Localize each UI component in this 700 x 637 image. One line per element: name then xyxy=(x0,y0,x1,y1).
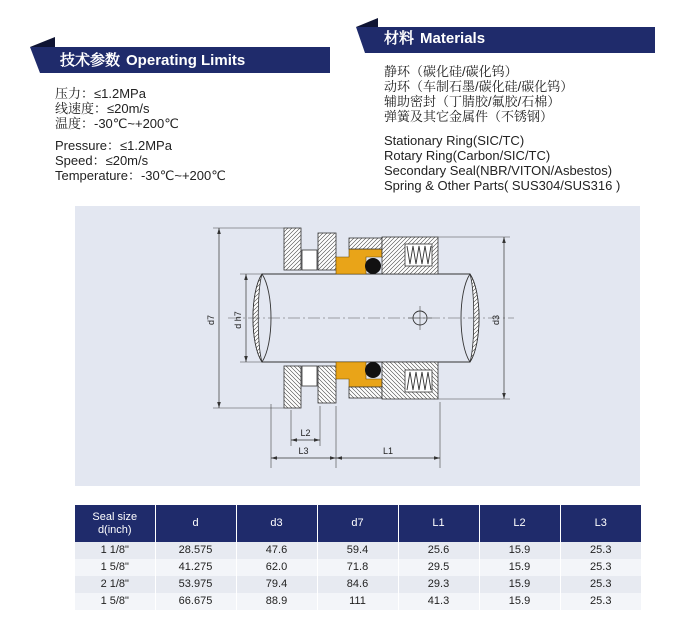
materials-header xyxy=(356,18,655,53)
operating-limits-cn xyxy=(55,86,179,131)
seal-size-header-line2: d(inch) xyxy=(97,523,132,536)
l1-label: L1 xyxy=(382,446,394,456)
table-cell-l1: 41.3 xyxy=(398,593,479,610)
header-fold xyxy=(30,37,55,47)
spring-parts-en: Spring & Other Parts( SUS304/SUS316 ) xyxy=(384,178,621,193)
table-cell-l2: 15.9 xyxy=(479,559,560,576)
col-header-l1: L1 xyxy=(398,505,479,542)
operating-limits-header xyxy=(30,37,330,73)
table-cell-d: 66.675 xyxy=(155,593,236,610)
gasket xyxy=(302,250,317,270)
d-h7-label: d h7 xyxy=(233,311,243,329)
materials-title xyxy=(384,29,485,49)
d3-label: d3 xyxy=(491,314,501,326)
table-cell-l2: 15.9 xyxy=(479,593,560,610)
col-header-l3: L3 xyxy=(560,505,641,542)
table-cell-d3: 62.0 xyxy=(236,559,317,576)
secondary-seal-en: Secondary Seal(NBR/VITON/Asbestos) xyxy=(384,163,613,178)
stationary-ring-cn: 静环（碳化硅/碳化钨） xyxy=(384,64,518,79)
col-header-d3: d3 xyxy=(236,505,317,542)
pressure-en: Pressure：≤1.2MPa xyxy=(55,138,172,153)
col-header-l2: L2 xyxy=(479,505,560,542)
table-row xyxy=(75,576,641,593)
stationary-seat xyxy=(318,233,336,270)
table-cell-d3: 88.9 xyxy=(236,593,317,610)
table-cell-seal-size: 1 5/8" xyxy=(75,559,155,576)
secondary-seal-cn: 辅助密封（丁腈胶/氟胶/石棉） xyxy=(384,94,561,109)
d7-label: d7 xyxy=(206,314,216,326)
table-cell-d: 28.575 xyxy=(155,542,236,559)
retainer-lip xyxy=(349,238,382,249)
table-row xyxy=(75,542,641,559)
table-cell-seal-size: 1 1/8" xyxy=(75,542,155,559)
operating-limits-title xyxy=(60,51,245,71)
materials-en xyxy=(384,133,620,193)
table-header-row xyxy=(75,505,641,542)
rotary-ring-en: Rotary Ring(Carbon/SIC/TC) xyxy=(384,148,551,163)
table-row xyxy=(75,559,641,576)
col-header-d: d xyxy=(155,505,236,542)
l3-label: L3 xyxy=(298,446,309,456)
table-cell-l3: 25.3 xyxy=(560,559,641,576)
table-cell-d: 41.275 xyxy=(155,559,236,576)
header-fold xyxy=(356,18,378,27)
col-header-seal-size xyxy=(75,505,155,542)
o-ring xyxy=(365,258,381,274)
table-cell-d3: 79.4 xyxy=(236,576,317,593)
table-cell-d7: 111 xyxy=(317,593,398,610)
l2-label: L2 xyxy=(300,428,311,438)
table-cell-l1: 29.5 xyxy=(398,559,479,576)
rotary-ring-cn: 动环（车制石墨/碳化硅/碳化钨） xyxy=(384,79,574,94)
stationary-ring-en: Stationary Ring(SIC/TC) xyxy=(384,133,525,148)
table-cell-l1: 25.6 xyxy=(398,542,479,559)
table-cell-d: 53.975 xyxy=(155,576,236,593)
seal-size-table xyxy=(75,505,641,610)
materials-cn xyxy=(384,64,573,124)
drawing-panel xyxy=(75,206,640,486)
speed-en: Speed：≤20m/s xyxy=(55,153,149,168)
table-cell-d3: 47.6 xyxy=(236,542,317,559)
spring-parts-cn: 弹簧及其它金属件（不锈钢） xyxy=(384,109,554,124)
speed-cn: 线速度：≤20m/s xyxy=(55,101,150,116)
temperature-cn: 温度：-30℃~+200℃ xyxy=(55,116,179,131)
seal-drawing xyxy=(75,206,640,486)
materials-title-en: Materials xyxy=(420,30,486,47)
table-cell-l3: 25.3 xyxy=(560,593,641,610)
table-cell-d7: 71.8 xyxy=(317,559,398,576)
table-cell-d7: 84.6 xyxy=(317,576,398,593)
operating-limits-title-en: Operating Limits xyxy=(126,52,246,69)
gland-flange xyxy=(284,228,301,270)
table-cell-l2: 15.9 xyxy=(479,576,560,593)
pressure-cn: 压力：≤1.2MPa xyxy=(55,86,146,101)
col-header-d7: d7 xyxy=(317,505,398,542)
table-cell-d7: 59.4 xyxy=(317,542,398,559)
materials-title-cn: 材料 xyxy=(384,30,415,47)
table-cell-l3: 25.3 xyxy=(560,542,641,559)
table-cell-l2: 15.9 xyxy=(479,542,560,559)
operating-limits-title-cn: 技术参数 xyxy=(60,52,121,69)
temperature-en: Temperature：-30℃~+200℃ xyxy=(55,168,226,183)
operating-limits-en xyxy=(55,138,226,183)
seal-size-header-line1: Seal size xyxy=(92,510,138,523)
table-row xyxy=(75,593,641,610)
table-cell-seal-size: 1 5/8" xyxy=(75,593,155,610)
table-cell-seal-size: 2 1/8" xyxy=(75,576,155,593)
table-cell-l1: 29.3 xyxy=(398,576,479,593)
table-cell-l3: 25.3 xyxy=(560,576,641,593)
